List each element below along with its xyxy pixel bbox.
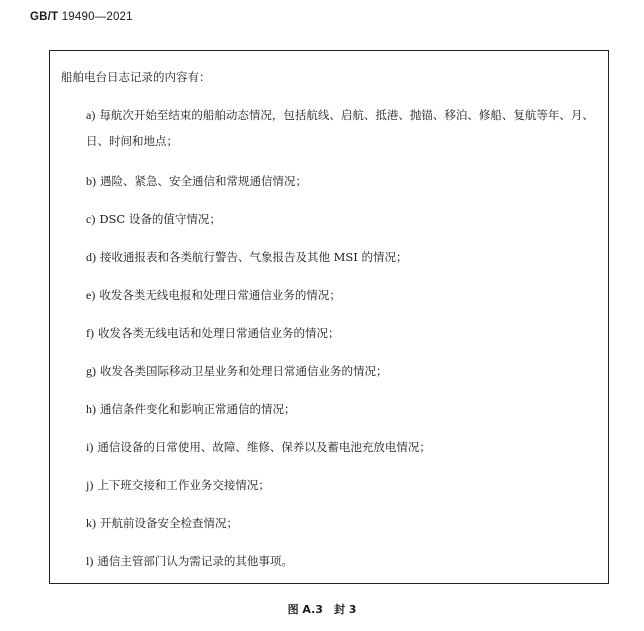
item-letter: c): [86, 212, 96, 226]
list-item: [86, 282, 596, 308]
standard-prefix: GB/T: [30, 11, 59, 23]
item-text: 上下班交接和工作业务交接情况；: [97, 478, 270, 492]
list-item: [86, 206, 596, 232]
item-text: 收发各类无线电报和处理日常通信业务的情况；: [99, 288, 341, 302]
list-item: [86, 472, 596, 498]
item-letter: h): [86, 402, 96, 416]
item-text: DSC 设备的值守情况；: [99, 212, 221, 226]
item-letter: j): [86, 478, 94, 492]
list-item: [86, 244, 596, 270]
item-letter: b): [86, 174, 96, 188]
list-item: [86, 320, 596, 346]
item-text: 通信主管部门认为需记录的其他事项。: [97, 554, 293, 568]
box-intro: 船舶电台日志记录的内容有：: [61, 70, 211, 84]
figure-caption: 图 A.3 封 3: [287, 603, 357, 616]
item-text: 通信条件变化和影响正常通信的情况；: [100, 402, 296, 416]
list-item: [86, 168, 596, 194]
list-item: [86, 548, 596, 574]
list-item: [86, 358, 596, 384]
list-item: [86, 434, 596, 460]
item-letter: l): [86, 554, 94, 568]
list-item: [86, 396, 596, 422]
item-letter: e): [86, 288, 96, 302]
item-text: 通信设备的日常使用、故障、维修、保养以及蓄电池充放电情况；: [97, 440, 431, 454]
item-text: 接收通报表和各类航行警告、气象报告及其他 MSI 的情况；: [100, 250, 408, 264]
log-content-box: [49, 50, 609, 584]
item-text: 收发各类国际移动卫星业务和处理日常通信业务的情况；: [100, 364, 388, 378]
item-text: 每航次开始至结束的船舶动态情况，包括航线、启航、抵港、抛锚、移泊、修船、复航等年、月、日、时间和地点；: [86, 108, 594, 148]
item-letter: d): [86, 250, 96, 264]
item-text: 收发各类无线电话和处理日常通信业务的情况；: [98, 326, 340, 340]
item-text: 开航前设备安全检查情况；: [100, 516, 238, 530]
item-letter: g): [86, 364, 96, 378]
list-item: [86, 102, 596, 154]
item-text: 遇险、紧急、安全通信和常规通信情况；: [100, 174, 307, 188]
item-letter: i): [86, 440, 94, 454]
standard-number: 19490—2021: [61, 11, 133, 23]
item-letter: k): [86, 516, 96, 530]
item-letter: a): [86, 108, 96, 122]
item-letter: f): [86, 326, 94, 340]
list-item: [86, 510, 596, 536]
standard-header: [30, 11, 133, 23]
